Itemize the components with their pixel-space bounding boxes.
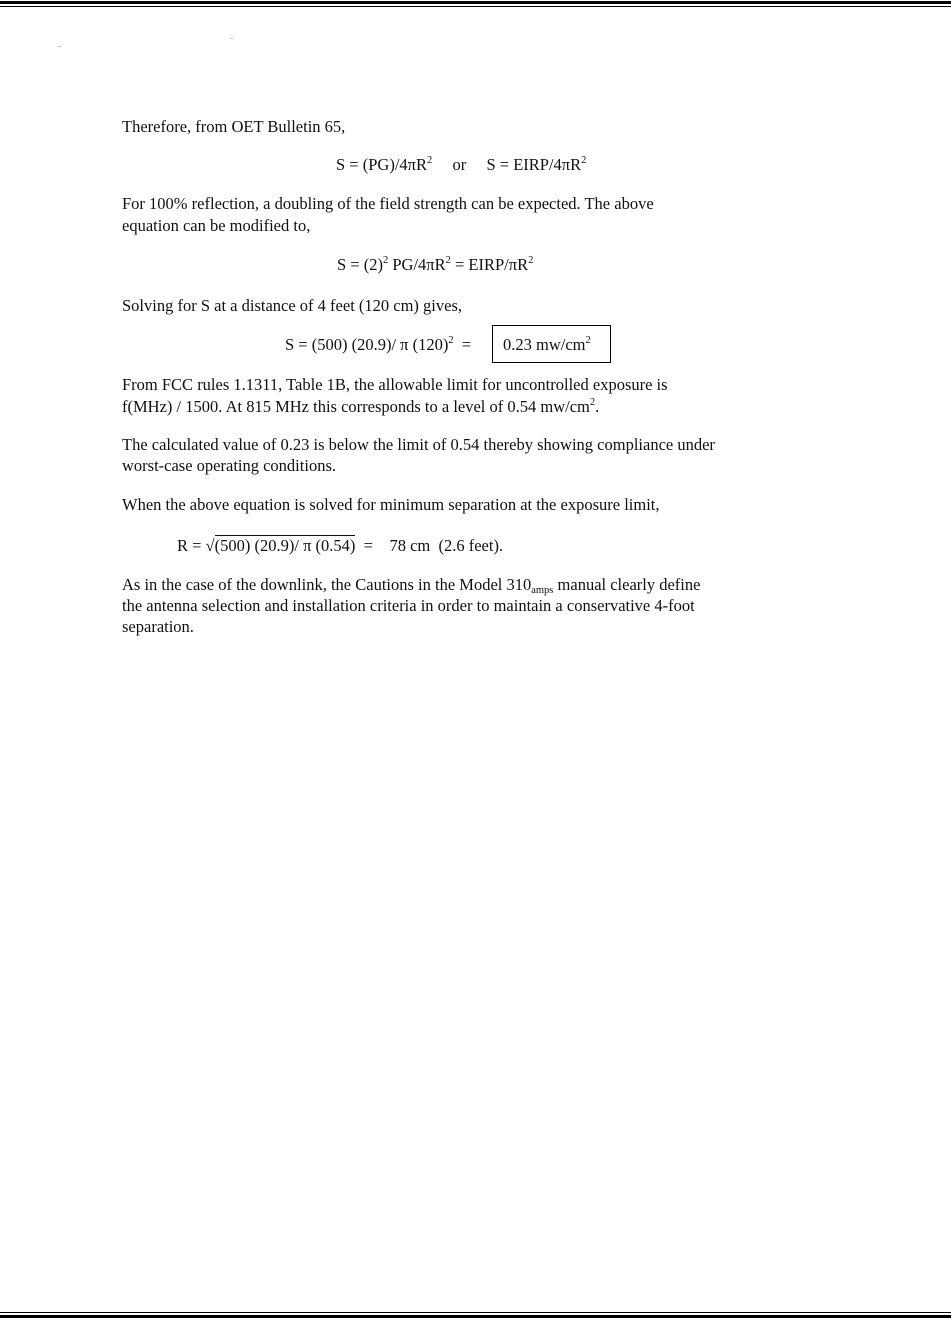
calc-line-2: worst-case operating conditions. <box>122 456 336 475</box>
radicand: (500) (20.9)/ π (0.54) <box>214 536 356 555</box>
result-value: 0.23 mw/cm <box>503 335 586 354</box>
equation-separation: R = √(500) (20.9)/ π (0.54) = 78 cm (2.6 feet). <box>177 536 504 555</box>
equation-or: or <box>452 155 467 174</box>
result-box: 0.23 $mw/cm^2$ <box>492 325 611 363</box>
exponent: 2 <box>581 155 587 166</box>
closing-line-1: As in the case of the downlink, the Cautions in the Model $310_{amps}$ manual clearly define <box>122 575 701 596</box>
equation-reflection: $S = (2)^2$ $PG/4\pi R^2$ = EIRP/$\pi R^2$ <box>337 255 534 274</box>
bottom-rule-thick <box>0 1315 951 1318</box>
reflection-line-2: equation can be modified to, <box>122 216 311 235</box>
equation-computation: S = (500) (20.9)/ π $(120)^2$ = <box>285 335 472 354</box>
lead-text: Therefore, from OET Bulletin 65, <box>122 117 346 136</box>
fcc-line-2: f(MHz) / 1500. At 815 MHz this corresponds to a level of 0.54 $mw/cm^2$. <box>122 397 600 416</box>
equation-pg-form: S = (PG)/4πR <box>336 155 427 174</box>
exponent: 2 <box>426 155 433 166</box>
bottom-rule-thin <box>0 1312 951 1313</box>
equals-sign: = <box>461 335 472 354</box>
subscript-amps: amps <box>531 585 554 596</box>
top-rule-thick <box>0 1 951 4</box>
top-rule-thin <box>0 6 951 7</box>
equation-eirp-form: S = EIRP/4πR <box>486 155 582 174</box>
calc-line-1: The calculated value of 0.23 is below the limit of 0.54 thereby showing compliance under <box>122 435 715 454</box>
fcc-line-1: From FCC rules 1.1311, Table 1B, the allowable limit for uncontrolled exposure is <box>122 375 668 394</box>
equation-power-density <box>336 155 586 178</box>
closing-line-2: the antenna selection and installation criteria in order to maintain a conservative 4-foot <box>122 596 695 615</box>
scan-speck <box>230 38 233 39</box>
scan-speck <box>58 46 61 47</box>
solving-text: Solving for S at a distance of 4 feet (120 cm) gives, <box>122 296 462 315</box>
closing-line-3: separation. <box>122 617 194 636</box>
when-text: When the above equation is solved for minimum separation at the exposure limit, <box>122 495 660 514</box>
reflection-line-1: For 100% reflection, a doubling of the field strength can be expected. The above <box>122 194 654 213</box>
